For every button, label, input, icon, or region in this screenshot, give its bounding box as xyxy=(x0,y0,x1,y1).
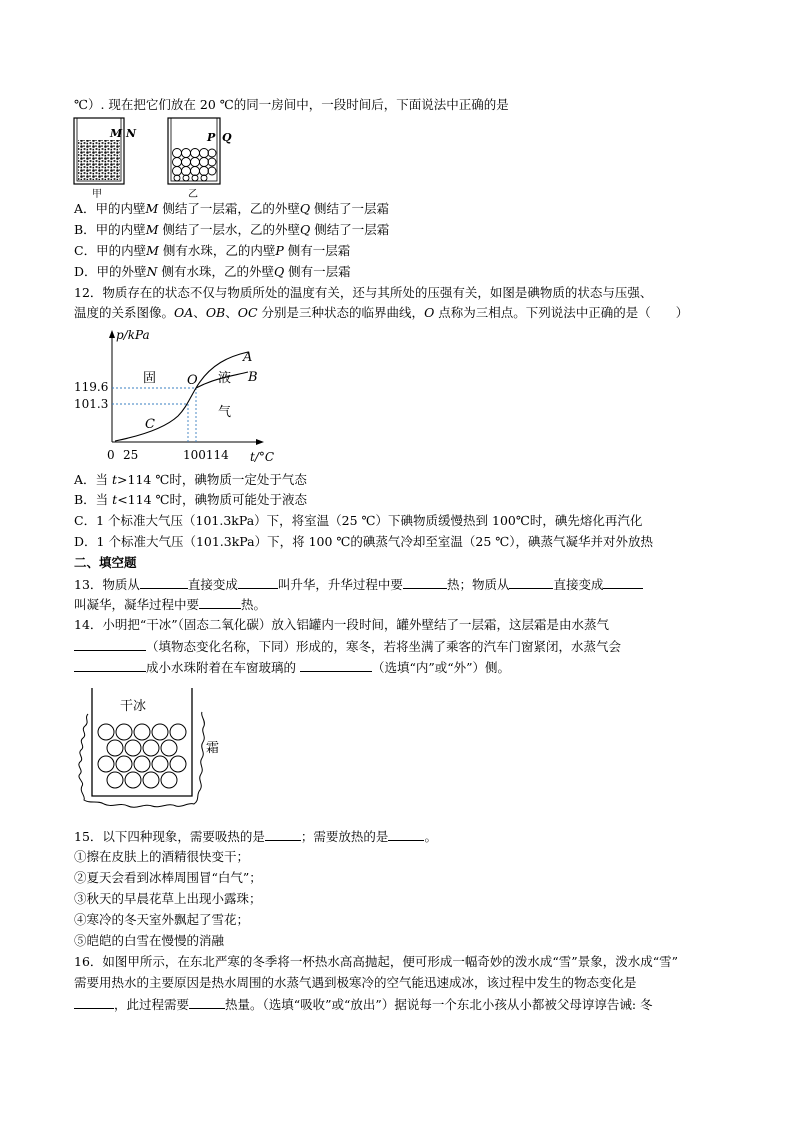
q11-option-a[interactable]: A．甲的内壁M 侧结了一层霜，乙的外壁Q 侧结了一层霜 xyxy=(74,201,390,216)
x-axis-label: t/°C xyxy=(250,450,275,464)
label-jia: 甲 xyxy=(92,189,102,200)
y-tick-101-3: 101.3 xyxy=(74,397,109,411)
section-heading-fill-blank: 二、填空题 xyxy=(74,555,137,570)
q11-option-b[interactable]: B．甲的内壁M 侧结了一层水，乙的外壁Q 侧结了一层霜 xyxy=(74,222,390,237)
q14-line3: 成小水珠附着在车窗玻璃的 （选填“内”或“外”）侧。 xyxy=(74,659,510,676)
q15-item-3: ③秋天的早晨花草上出现小露珠； xyxy=(74,891,262,906)
label-yi: 乙 xyxy=(188,189,198,200)
q13-blank-4[interactable] xyxy=(509,576,553,589)
q16-line2: 需要用热水的主要原因是热水周围的水蒸气遇到极寒冷的空气能迅速成冰，该过程中发生的物态变化是 xyxy=(74,975,637,990)
q13-blank-2[interactable] xyxy=(238,576,278,589)
q15-stem: 15．以下四种现象，需要吸热的是 ；需要放热的是 。 xyxy=(74,829,437,844)
region-solid-label: 固 xyxy=(143,371,157,386)
curve-label-C: C xyxy=(145,417,155,432)
label-N: N xyxy=(126,127,137,140)
q12-stem-line1: 12．物质存在的状态不仅与物质所处的温度有关，还与其所处的压强有关，如图是碘物质的状态与压强、 xyxy=(74,285,653,300)
q14-dry-ice-figure xyxy=(70,684,220,814)
q16-blank-1[interactable] xyxy=(74,996,114,1009)
q12-option-a[interactable]: A．当 t>114 ℃时，碘物质一定处于气态 xyxy=(74,472,307,487)
curve-OC xyxy=(115,388,196,441)
y-axis-arrow xyxy=(109,330,115,338)
q12-option-b[interactable]: B．当 t<114 ℃时，碘物质可能处于液态 xyxy=(74,492,307,507)
q13-blank-1[interactable] xyxy=(140,576,188,589)
q13-line2: 叫凝华，凝华过程中要 热。 xyxy=(74,597,267,612)
q11-option-c[interactable]: C．甲的内壁M 侧有水珠，乙的内壁P 侧有一层霜 xyxy=(74,243,351,258)
curve-label-B: B xyxy=(248,370,258,385)
x-tick-0: 0 xyxy=(107,448,115,462)
q15-item-2: ②夏天会看到冰棒周围冒“白气”； xyxy=(74,870,262,885)
label-Q: Q xyxy=(222,131,232,144)
q11-intro: ℃）. 现在把它们放在 20 ℃的同一房间中，一段时间后，下面说法中正确的是 xyxy=(74,97,509,112)
x-axis-arrow xyxy=(256,439,264,445)
label-dry-ice: 干冰 xyxy=(120,699,147,714)
region-liquid-label: 液 xyxy=(218,371,232,386)
label-P: P xyxy=(207,131,216,144)
jia-container xyxy=(74,118,137,200)
y-tick-119-6: 119.6 xyxy=(74,380,109,394)
x-tick-25: 25 xyxy=(123,448,139,462)
q15-blank-release[interactable] xyxy=(388,828,424,841)
q13-blank-6[interactable] xyxy=(199,596,241,609)
q12-option-c[interactable]: C．1 个标准大气压（101.3kPa）下，将室温（25 ℃）下碘物质缓慢热到 100℃时，碘先熔化再汽化 xyxy=(74,513,643,528)
q12-option-d[interactable]: D．1 个标准大气压（101.3kPa）下，将 100 ℃的碘蒸气冷却至室温（25 ℃），碘蒸气凝华并对外放热 xyxy=(74,534,654,549)
q15-item-1: ①擦在皮肤上的酒精很快变干； xyxy=(74,849,250,864)
frost-outline xyxy=(79,712,205,807)
q13-line1: 13．物质从 直接变成 叫升华，升华过程中要 热；物质从 直接变成 xyxy=(74,576,643,593)
q14-blank-2[interactable] xyxy=(74,659,146,672)
q15-item-5: ⑤皑皑的白雪在慢慢的消融 xyxy=(74,933,225,948)
q16-line1: 16．如图甲所示，在东北严寒的冬季将一杯热水高高抛起，便可形成一幅奇妙的泼水成“雪”景象，泼水成“雪” xyxy=(74,954,678,969)
q12-stem-line2: 温度的关系图像。OA、OB、OC 分别是三种状态的临界曲线，O 点称为三相点。下列说法中正确的是（ ） xyxy=(74,305,689,320)
q15-blank-absorb[interactable] xyxy=(265,828,301,841)
q11-figure xyxy=(68,115,238,200)
q13-blank-5[interactable] xyxy=(603,576,643,589)
yi-container xyxy=(168,118,232,200)
q16-blank-2[interactable] xyxy=(189,996,225,1009)
q14-blank-1[interactable] xyxy=(74,638,146,651)
q11-option-d[interactable]: D．甲的外壁N 侧有水珠，乙的外壁Q 侧有一层霜 xyxy=(74,264,351,279)
q14-line1: 14．小明把“干冰”（固态二氧化碳）放入铝罐内一段时间，罐外壁结了一层霜，这层霜是由水蒸气 xyxy=(74,617,609,632)
curve-label-A: A xyxy=(243,350,253,365)
label-M: M xyxy=(110,127,123,140)
q16-line3: ，此过程需要 热量。（选填“吸收”或“放出”）据说每一个东北小孩从小都被父母谆谆告诫: 冬 xyxy=(74,996,653,1013)
q14-line2: （填物态变化名称，下同）形成的，寒冬，若将坐满了乘客的汽车门窗紧闭，水蒸气会 xyxy=(74,638,621,655)
q15-item-4: ④寒冷的冬天室外飘起了雪花； xyxy=(74,912,250,927)
point-label-O: O xyxy=(187,373,198,388)
y-axis-label: p/kPa xyxy=(116,328,150,342)
dry-ice-balls xyxy=(98,724,186,788)
x-tick-100-114: 100114 xyxy=(183,448,229,462)
q13-blank-3[interactable] xyxy=(403,576,447,589)
q12-phase-diagram xyxy=(70,324,280,466)
region-gas-label: 气 xyxy=(218,405,232,420)
q14-blank-3[interactable] xyxy=(300,659,372,672)
label-frost: 霜 xyxy=(206,741,220,756)
